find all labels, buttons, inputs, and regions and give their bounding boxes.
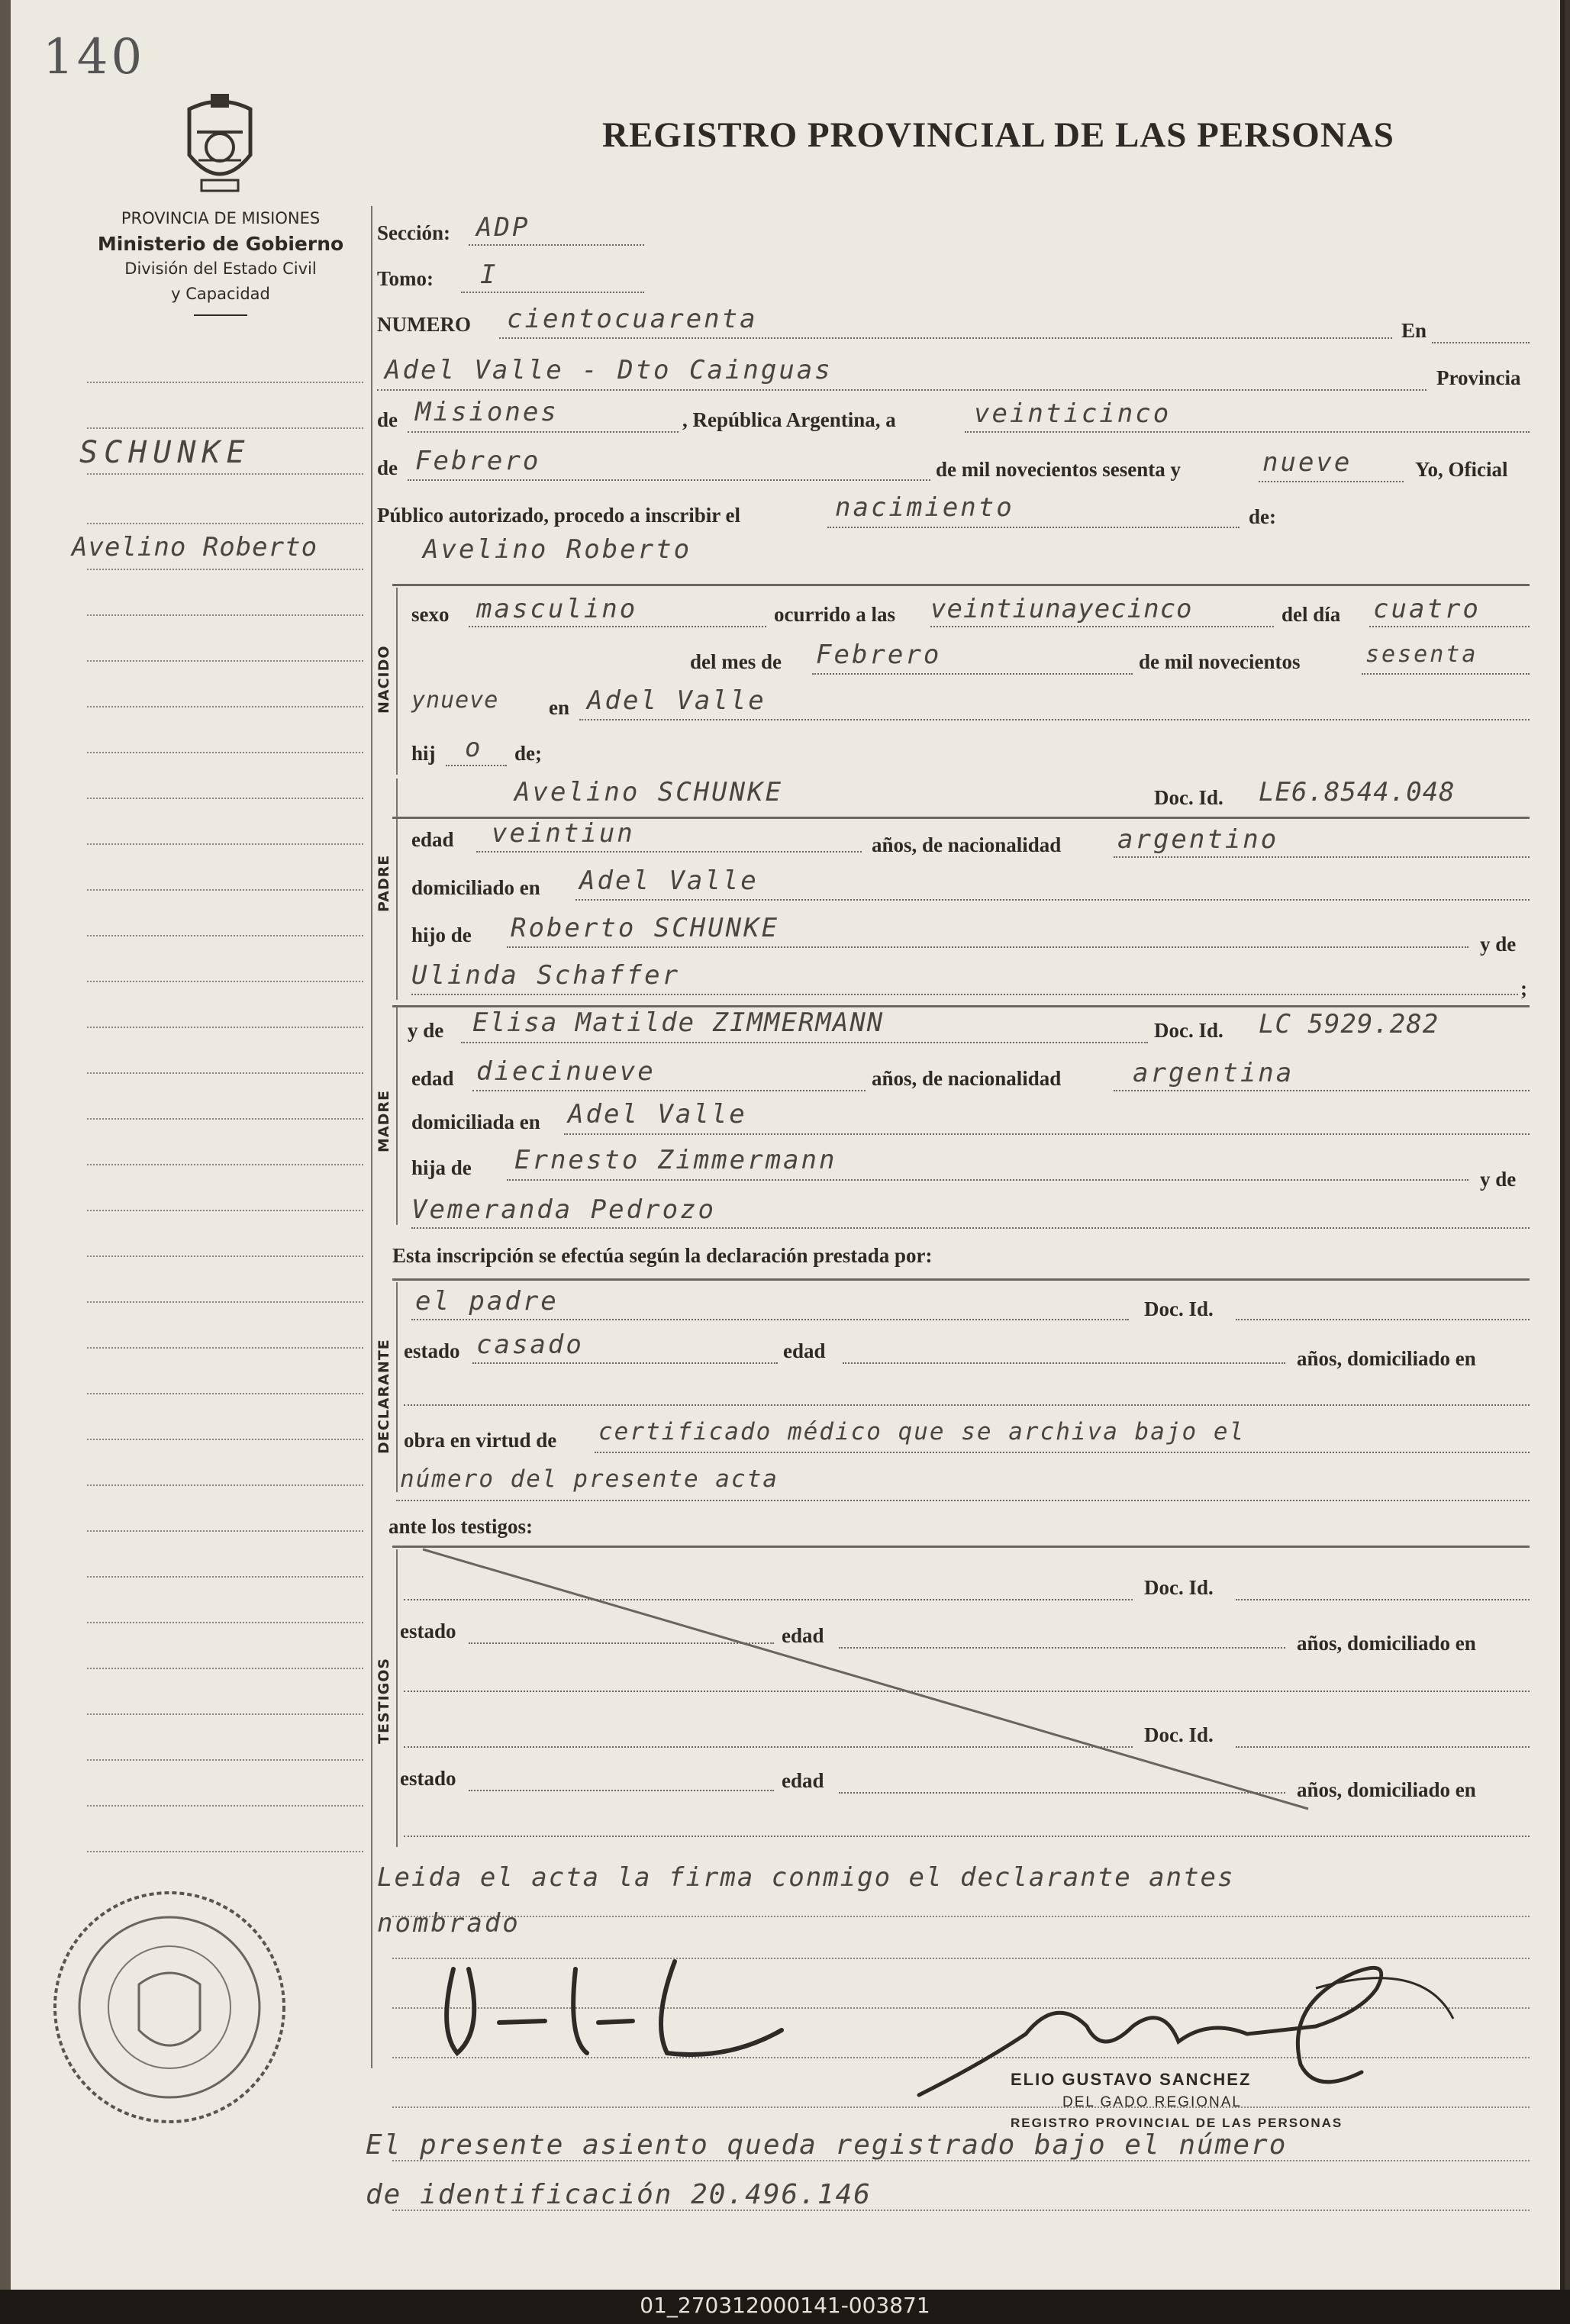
testigo2-edad-label: edad [782, 1769, 824, 1792]
dia-line [965, 431, 1530, 433]
dia-value: veinticinco [974, 398, 1172, 429]
nacido-section-label: NACIDO [376, 645, 392, 714]
declarante-dom-line [404, 1404, 1530, 1406]
nota-value-2: de identificación 20.496.146 [366, 2179, 872, 2210]
division-subname: y Capacidad [171, 285, 270, 303]
lugar-line [377, 389, 1427, 391]
sexo-label: sexo [411, 603, 450, 626]
image-id: 01_270312000141-003871 [640, 2293, 930, 2318]
numero-label: NUMERO [377, 313, 471, 336]
madre-section-label: MADRE [376, 1090, 392, 1152]
official-seal-icon [47, 1885, 292, 2129]
lugar-value: Adel Valle - Dto Cainguas [385, 355, 833, 385]
margin-ruling [87, 1759, 363, 1761]
padre-dom-line [575, 899, 1530, 901]
margin-ruling [87, 1668, 363, 1669]
publico-label: Público autorizado, procedo a inscribir el [377, 504, 740, 527]
madre-padre-value: Ernesto Zimmermann [514, 1145, 837, 1175]
padre-nac-label: años, de nacionalidad [872, 833, 1062, 856]
declarante-edad-line [843, 1362, 1285, 1364]
testigo2-estado-label: estado [400, 1767, 456, 1790]
padre-section-label: PADRE [376, 854, 392, 912]
padre-madre-value: Ulinda Schaffer [411, 960, 681, 991]
margin-ruling [87, 1805, 363, 1807]
margin-surname: SCHUNKE [79, 435, 251, 470]
mes-line [408, 479, 930, 481]
del-mes-label: del mes de [690, 650, 782, 673]
officer-role: DEL GADO REGIONAL [1062, 2094, 1242, 2110]
margin-ruling [87, 935, 363, 936]
acto-value: nacimiento [835, 492, 1014, 523]
provincia-label: Provincia [1436, 366, 1521, 389]
declarante-top-rule [392, 1278, 1530, 1281]
en-label: En [1401, 319, 1427, 342]
madre-edad-line [472, 1090, 866, 1091]
province-name: PROVINCIA DE MISIONES [121, 209, 321, 227]
provincia-value: Misiones [415, 397, 559, 427]
obra-line-2 [396, 1500, 1530, 1501]
padre-yde-label: y de [1480, 933, 1517, 956]
ocurrido-label: ocurrido a las [774, 603, 895, 626]
margin-ruling [87, 382, 363, 383]
issuer-block [72, 206, 369, 316]
cierre-value-2: nombrado [377, 1908, 521, 1939]
testigo1-edad-label: edad [782, 1624, 824, 1647]
padre-edad-value: veintiun [492, 818, 635, 849]
margin-ruling [87, 660, 363, 662]
margin-ruling [87, 1210, 363, 1211]
division-name: División del Estado Civil [124, 259, 317, 278]
padre-bracket [396, 778, 402, 1000]
madre-dom-label: domiciliada en [411, 1110, 540, 1133]
en2-label: en [549, 696, 569, 719]
margin-ruling [87, 1164, 363, 1165]
sexo-line [469, 626, 766, 627]
margin-ruling [87, 1576, 363, 1578]
ministry-name: Ministerio de Gobierno [97, 233, 344, 255]
margin-ruling [87, 569, 363, 570]
margin-ruling [87, 706, 363, 708]
de2-label: de [377, 456, 398, 479]
registry-page [11, 0, 1565, 2290]
officer-name: ELIO GUSTAVO SANCHEZ [1011, 2070, 1252, 2089]
anio-line [1259, 481, 1404, 482]
testigos-cancel-stroke [408, 1542, 1323, 1816]
provincia-line [408, 431, 679, 433]
lugar-nac-line [579, 719, 1530, 720]
declarante-doc-label: Doc. Id. [1144, 1297, 1214, 1320]
nombre-rule [392, 584, 1530, 586]
province-crest-icon [174, 90, 266, 197]
padre-dom-value: Adel Valle [579, 865, 759, 896]
obra-value-2: número del presente acta [400, 1465, 779, 1493]
anio-nac-line [1362, 673, 1530, 675]
obra-line-1 [595, 1452, 1530, 1453]
lugar-nac-value: Adel Valle [587, 685, 766, 716]
declarante-estado-line [472, 1362, 778, 1364]
mes-value: Febrero [415, 446, 541, 476]
margin-ruling [87, 1530, 363, 1532]
padre-edad-label: edad [411, 828, 454, 851]
margin-divider [371, 206, 372, 2068]
madre-hija-label: hija de [411, 1156, 472, 1179]
padre-padre-line [507, 946, 1468, 948]
testigos-bracket [396, 1549, 402, 1847]
tomo-value: I [480, 259, 498, 290]
madre-nombre-line [461, 1042, 1148, 1043]
testigo1-estado-label: estado [400, 1620, 456, 1642]
nombre-value: Avelino Roberto [423, 534, 692, 565]
madre-yde2-label: y de [1480, 1168, 1517, 1191]
margin-ruling [87, 1851, 363, 1852]
mil-nov-label: de mil novecientos sesenta y [936, 458, 1181, 481]
declarante-value: el padre [415, 1286, 559, 1317]
declarante-anios-label: años, domiciliado en [1297, 1347, 1476, 1370]
mes-nac-value: Febrero [816, 640, 942, 670]
mil-nov2-label: de mil novecientos [1139, 650, 1301, 673]
margin-ruling [87, 427, 363, 429]
testigo2-dom-line [404, 1836, 1530, 1837]
page-number: 140 [43, 29, 146, 85]
hora-line [930, 626, 1274, 627]
margin-ruling [87, 798, 363, 799]
madre-edad-label: edad [411, 1067, 454, 1090]
padre-hijo-label: hijo de [411, 923, 472, 946]
margin-ruling [87, 1301, 363, 1303]
margin-ruling [87, 1713, 363, 1715]
madre-madre-value: Vemeranda Pedrozo [411, 1194, 716, 1225]
madre-edad-value: diecinueve [476, 1056, 656, 1087]
republica-label: , República Argentina, a [682, 408, 896, 431]
margin-ruling [87, 523, 363, 524]
padre-doc-value: LE6.8544.048 [1259, 777, 1456, 807]
semicolon-label: ; [1520, 977, 1527, 1000]
de-colon-label: de: [1249, 505, 1276, 528]
padre-doc-label: Doc. Id. [1154, 786, 1223, 809]
declarante-estado-value: casado [476, 1330, 584, 1360]
testigos-label: ante los testigos: [388, 1515, 533, 1538]
numero-value: cientocuarenta [507, 304, 758, 334]
madre-doc-value: LC 5929.282 [1259, 1009, 1439, 1040]
margin-ruling [87, 843, 363, 845]
margin-ruling [87, 981, 363, 982]
nota-value-1: El presente asiento queda registrado bajo el número [366, 2129, 1288, 2161]
padre-edad-line [476, 851, 862, 853]
testigo2-anios-label: años, domiciliado en [1297, 1778, 1476, 1801]
madre-nombre-value: Elisa Matilde ZIMMERMANN [472, 1007, 885, 1038]
declarante-edad-label: edad [783, 1339, 826, 1362]
margin-ruling [87, 1439, 363, 1440]
margin-ruling [87, 1027, 363, 1028]
acto-line [827, 527, 1240, 528]
margin-ruling [87, 1393, 363, 1394]
declarante-line [411, 1319, 1129, 1320]
declarante-doc-line [1236, 1319, 1530, 1320]
mes-nac-line [812, 673, 1133, 675]
padre-nac-line [1114, 856, 1530, 858]
book-binding [0, 0, 11, 2290]
madre-bracket [396, 1007, 402, 1225]
hij-label: hij [411, 742, 436, 765]
padre-padre-value: Roberto SCHUNKE [511, 913, 780, 943]
madre-nac-line [1114, 1090, 1530, 1091]
dia-nac-value: cuatro [1373, 594, 1481, 624]
seccion-line [469, 244, 644, 246]
margin-ruling [87, 1347, 363, 1349]
numero-line [499, 337, 1392, 339]
madre-dom-value: Adel Valle [568, 1099, 747, 1130]
testigos-section-label: TESTIGOS [376, 1657, 392, 1744]
sexo-value: masculino [476, 594, 638, 624]
obra-value-1: certificado médico que se archiva bajo el [598, 1418, 1246, 1446]
en-line [1432, 342, 1530, 343]
padre-nombre-value: Avelino SCHUNKE [514, 777, 784, 807]
testigo1-anios-label: años, domiciliado en [1297, 1632, 1476, 1655]
hij-suffix: o [465, 733, 483, 763]
seccion-value: ADP [476, 212, 530, 243]
cierre-value-1: Leida el acta la firma conmigo el declarante antes [377, 1862, 1235, 1893]
testigo2-doc-label: Doc. Id. [1144, 1723, 1214, 1746]
tomo-label: Tomo: [377, 267, 434, 290]
padre-madre-line [411, 994, 1518, 995]
anio-value: nueve [1262, 447, 1352, 478]
margin-ruling [87, 752, 363, 753]
de-label: de [377, 408, 398, 431]
del-dia-label: del día [1281, 603, 1341, 626]
margin-ruling [87, 614, 363, 616]
testigo1-doc-label: Doc. Id. [1144, 1576, 1214, 1599]
cierre-line-1 [392, 1916, 1530, 1917]
margin-ruling [87, 473, 363, 475]
margin-ruling [87, 1255, 363, 1257]
de-semi-label: de; [514, 742, 542, 765]
padre-nac-value: argentino [1117, 824, 1279, 855]
declarant-signature-icon [423, 1939, 804, 2068]
yo-oficial-label: Yo, Oficial [1415, 458, 1508, 481]
margin-ruling [87, 889, 363, 891]
dia-nac-line [1369, 626, 1530, 627]
hij-line [446, 765, 507, 766]
anio-nac-value-2: ynueve [411, 687, 499, 714]
madre-nac-label: años, de nacionalidad [872, 1067, 1062, 1090]
padre-dom-label: domiciliado en [411, 876, 540, 899]
madre-yde-label: y de [408, 1019, 444, 1042]
obra-label: obra en virtud de [404, 1429, 557, 1452]
registry-title: REGISTRO PROVINCIAL DE LAS PERSONAS [602, 115, 1394, 155]
inscripcion-label: Esta inscripción se efectúa según la declaración prestada por: [392, 1244, 933, 1267]
madre-dom-line [564, 1133, 1530, 1135]
declarante-bracket [396, 1282, 402, 1492]
margin-ruling [87, 1072, 363, 1074]
officer-org: REGISTRO PROVINCIAL DE LAS PERSONAS [1011, 2116, 1343, 2130]
seccion-label: Sección: [377, 221, 450, 244]
anio-nac-value-1: sesenta [1365, 641, 1478, 668]
nacido-bracket [396, 588, 402, 775]
margin-ruling [87, 1622, 363, 1623]
margin-ruling [87, 1484, 363, 1486]
header-rule [194, 314, 247, 316]
madre-madre-line [411, 1227, 1530, 1229]
declarante-section-label: DECLARANTE [376, 1339, 392, 1454]
madre-nac-value: argentina [1133, 1058, 1294, 1088]
declarante-estado-label: estado [404, 1339, 460, 1362]
madre-padre-line [507, 1179, 1468, 1181]
hora-value: veintiunayecinco [930, 594, 1193, 624]
margin-ruling [87, 1118, 363, 1120]
tomo-line [461, 292, 644, 293]
madre-doc-label: Doc. Id. [1154, 1019, 1223, 1042]
margin-given-names: Avelino Roberto [72, 532, 318, 562]
